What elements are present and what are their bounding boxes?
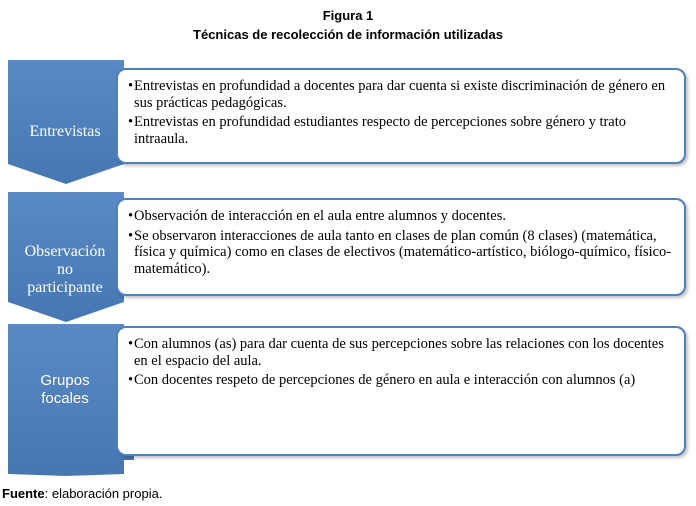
bullet-icon: • [128, 114, 134, 130]
list-item: • Entrevistas en profundidad a docentes para dar cuenta si existe discriminación de género en sus prácticas pedagógicas. [128, 78, 666, 111]
list-item: • Con docentes respeto de percepciones de género en aula e interacción con alumnos (a) [128, 372, 636, 388]
row-label-grupos [8, 365, 122, 415]
bullet-icon: • [128, 372, 134, 388]
row-label-line: no [57, 261, 73, 278]
card-entrevistas [116, 68, 686, 164]
row-label-observacion [8, 240, 122, 300]
row-label-line: participante [27, 279, 103, 296]
figure-title: Figura 1 [322, 8, 374, 23]
source-label: Fuente [2, 486, 45, 501]
list-item: • Con alumnos (as) para dar cuenta de sus percepciones sobre las relaciones con los docentes en el espacio del aula. [128, 336, 664, 369]
row-label-line: Grupos [40, 372, 90, 389]
list-item: • Entrevistas en profundidad estudiantes respecto de percepciones sobre género y trato intraaula. [128, 114, 627, 147]
bullet-icon: • [128, 208, 134, 224]
bullet-icon: • [128, 227, 134, 244]
source-text: : elaboración propia. [44, 486, 163, 501]
row-label-entrevistas [8, 112, 122, 152]
figure-subtitle: Técnicas de recolección de información utilizadas [193, 27, 503, 42]
bullet-icon: • [128, 78, 134, 94]
card-grupos [116, 326, 686, 456]
list-item: • Se observaron interacciones de aula tanto en clases de plan común (8 clases) (matemática, física y química) como en clases de electivos (matemático-artístico, biólogo-químico, físico-matemático). [128, 227, 672, 277]
row-label-line: Observación [24, 243, 106, 260]
card-observacion [116, 198, 686, 296]
row-label-line: focales [41, 390, 89, 407]
source-note [2, 486, 162, 501]
list-item: • Observación de interacción en el aula entre alumnos y docentes. [128, 208, 507, 224]
bullet-icon: • [128, 336, 134, 352]
row-label-text: Entrevistas [29, 123, 101, 140]
